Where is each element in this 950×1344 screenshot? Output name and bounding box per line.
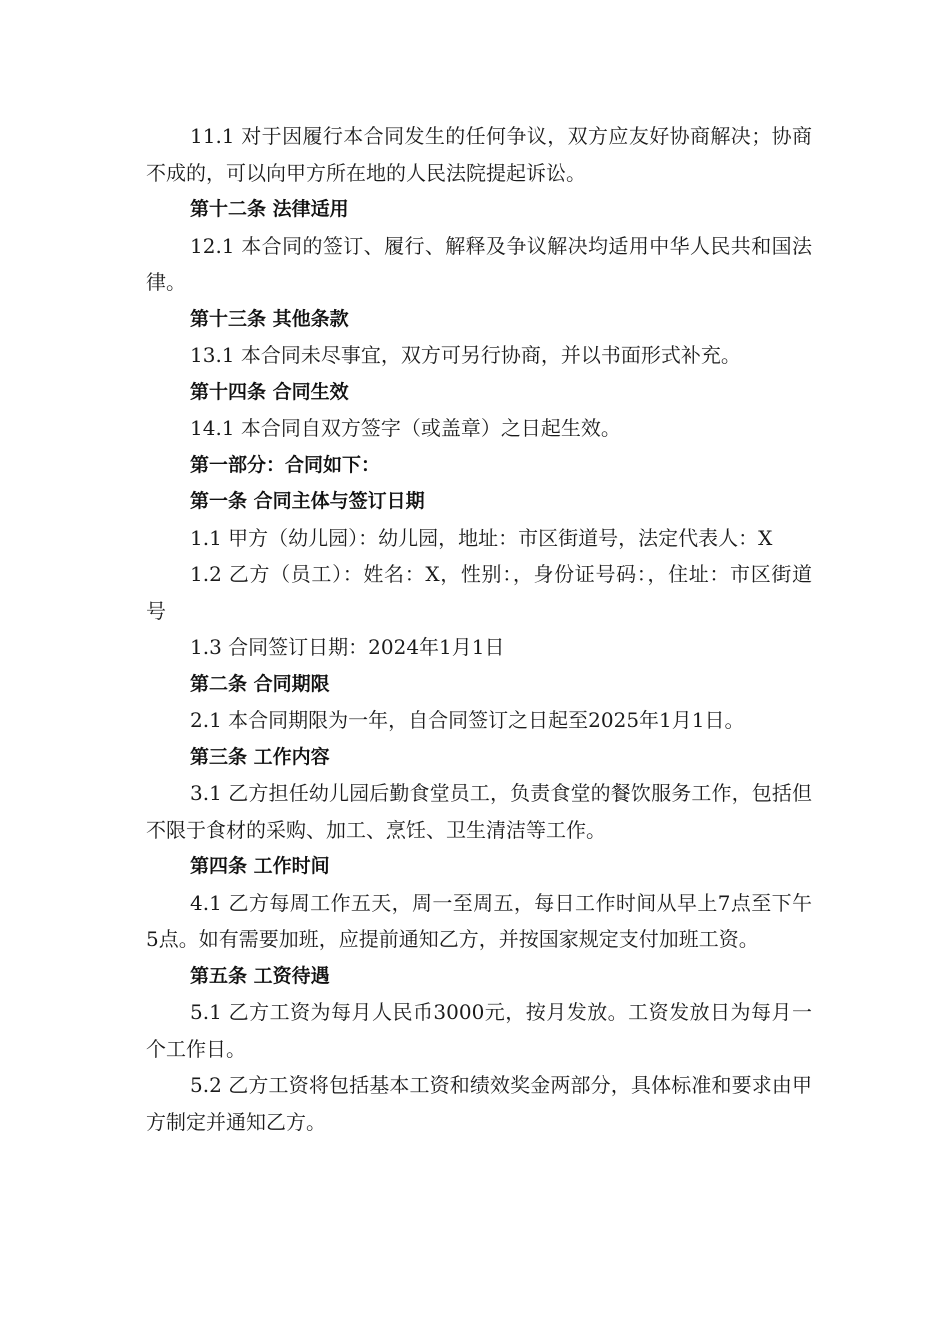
clause-paragraph: 1.1 甲方（幼儿园）：幼儿园，地址：市区街道号，法定代表人：X [190, 525, 773, 550]
clause-paragraph: 14.1 本合同自双方签字（或盖章）之日起生效。 [190, 416, 621, 440]
article-heading: 第一条 合同主体与签订日期 [190, 490, 425, 512]
clause-paragraph: 12.1 本合同的签订、履行、解释及争议解决均适用中华人民共和国法律。 [146, 233, 812, 294]
part-heading: 第一部分：合同如下： [190, 453, 381, 476]
clause-paragraph: 1.2 乙方（员工）：姓名：X，性别：，身份证号码：，住址：市区街道号 [146, 562, 812, 623]
clause-paragraph: 13.1 本合同未尽事宜，双方可另行协商，并以书面形式补充。 [190, 343, 741, 367]
clause-paragraph: 2.1 本合同期限为一年，自合同签订之日起至2025年1月1日。 [190, 708, 745, 732]
clause-paragraph: 4.1 乙方每周工作五天，周一至周五，每日工作时间从早上7点至下午5点。如有需要加班，应提前通知乙方，并按国家规定支付加班工资。 [146, 890, 812, 951]
article-heading: 第五条 工资待遇 [190, 964, 330, 987]
clause-paragraph: 5.1 乙方工资为每月人民币3000元，按月发放。工资发放日为每月一个工作日。 [146, 1000, 812, 1061]
article-heading: 第十四条 合同生效 [190, 380, 349, 403]
clause-paragraph: 3.1 乙方担任幼儿园后勤食堂员工，负责食堂的餐饮服务工作，包括但不限于食材的采购、加工、烹饪、卫生清洁等工作。 [146, 781, 812, 842]
article-heading: 第三条 工作内容 [190, 745, 330, 768]
clause-paragraph: 11.1 对于因履行本合同发生的任何争议，双方应友好协商解决；协商不成的，可以向甲方所在地的人民法院提起诉讼。 [146, 124, 812, 185]
clause-paragraph: 5.2 乙方工资将包括基本工资和绩效奖金两部分，具体标准和要求由甲方制定并通知乙方。 [146, 1073, 812, 1134]
article-heading: 第十二条 法律适用 [190, 198, 349, 220]
article-heading: 第四条 工作时间 [190, 855, 330, 877]
clause-paragraph: 1.3 合同签订日期：2024年1月1日 [190, 635, 505, 659]
article-heading: 第十三条 其他条款 [190, 307, 349, 330]
document-body [146, 118, 812, 1140]
article-heading: 第二条 合同期限 [190, 672, 330, 695]
